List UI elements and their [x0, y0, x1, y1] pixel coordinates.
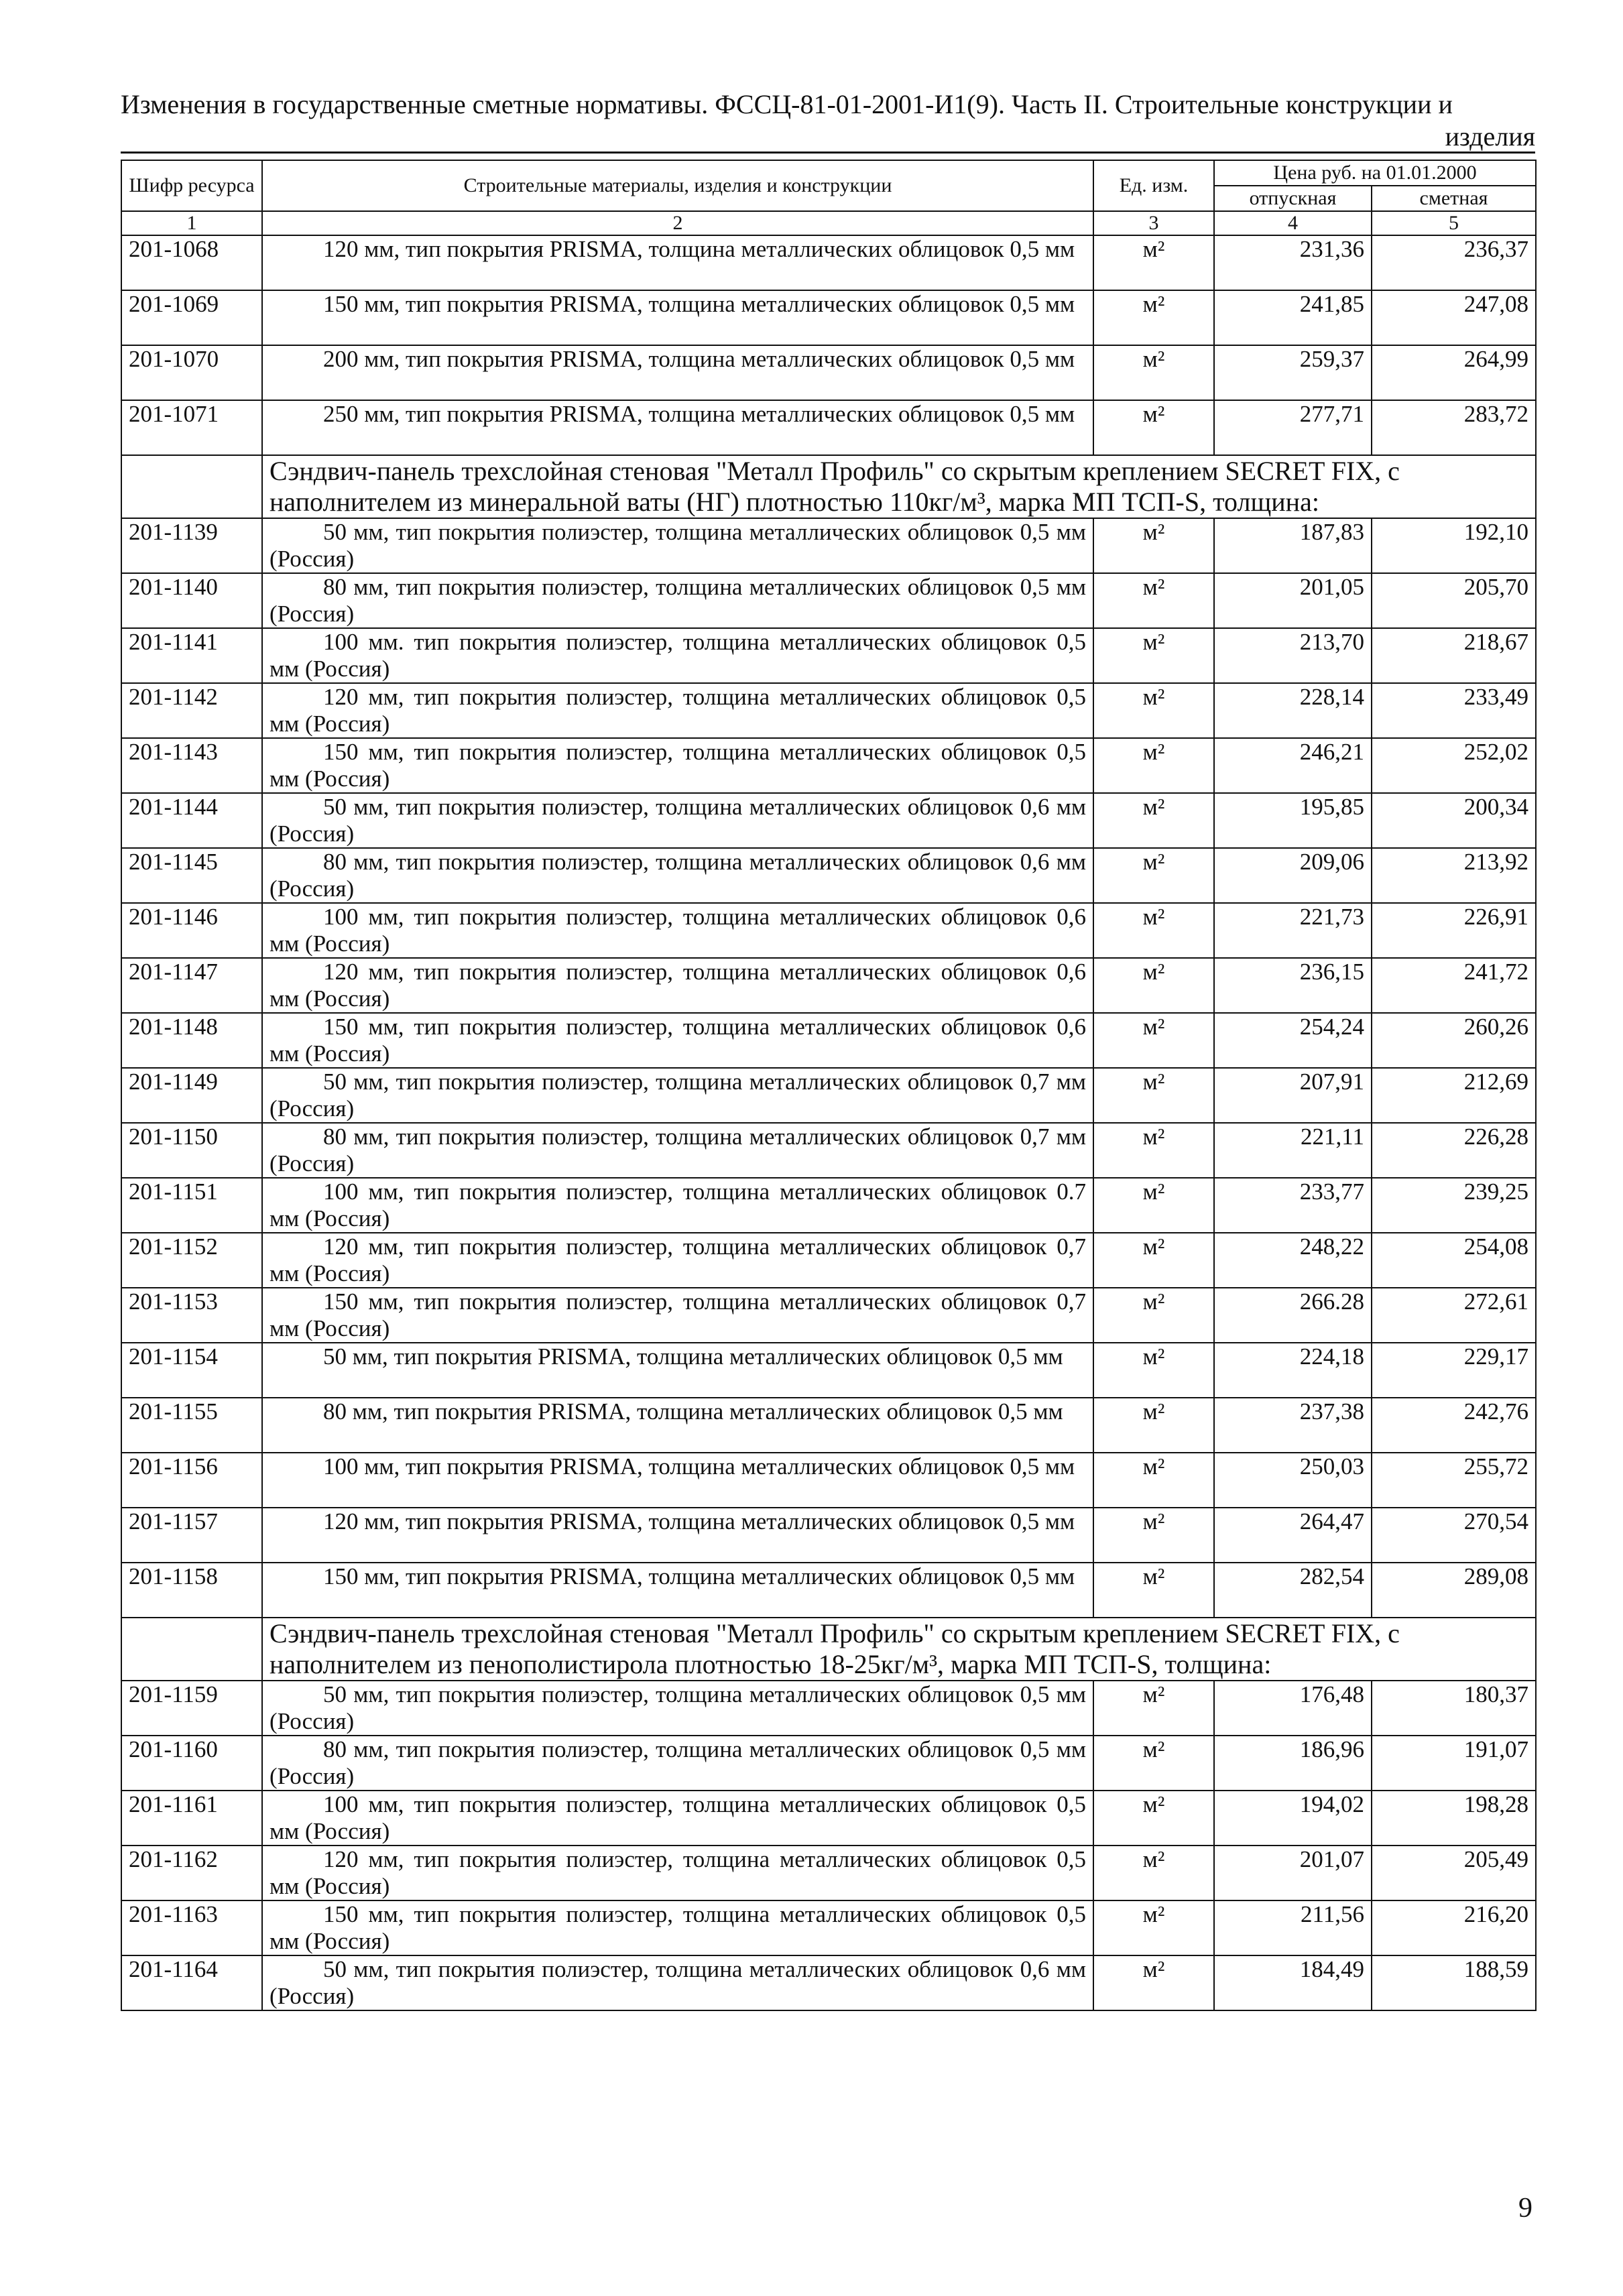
release-price-cell: 176,48 [1214, 1681, 1372, 1736]
release-price-cell: 201,07 [1214, 1846, 1372, 1900]
table-row [121, 1178, 1536, 1233]
unit-cell: м² [1093, 290, 1214, 345]
unit-cell: м² [1093, 1343, 1214, 1398]
resource-code-cell: 201-1150 [121, 1123, 262, 1178]
resource-code-cell: 201-1164 [121, 1955, 262, 2010]
table-row [121, 1955, 1536, 2010]
unit-cell: м² [1093, 1288, 1214, 1343]
resource-code-cell: 201-1147 [121, 958, 262, 1013]
estimate-price-cell: 241,72 [1372, 958, 1536, 1013]
estimate-price-cell: 233,49 [1372, 683, 1536, 738]
release-price-cell: 236,15 [1214, 958, 1372, 1013]
table-row [121, 1013, 1536, 1068]
col-header-release: отпускная [1214, 186, 1372, 211]
estimate-price-cell: 212,69 [1372, 1068, 1536, 1123]
release-price-cell: 186,96 [1214, 1736, 1372, 1791]
unit-cell: м² [1093, 1736, 1214, 1791]
table-row [121, 235, 1536, 290]
estimate-price-cell: 239,25 [1372, 1178, 1536, 1233]
col-number: 3 [1093, 211, 1214, 235]
col-header-unit: Ед. изм. [1093, 160, 1214, 211]
release-price-cell: 194,02 [1214, 1791, 1372, 1846]
price-table [121, 160, 1537, 2011]
release-price-cell: 248,22 [1214, 1233, 1372, 1288]
table-row [121, 1453, 1536, 1508]
material-name-cell: 120 мм, тип покрытия полиэстер, толщина металлических облицовок 0,7 мм (Россия) [262, 1233, 1093, 1288]
material-name-cell: 150 мм, тип покрытия полиэстер, толщина металлических облицовок 0,6 мм (Россия) [262, 1013, 1093, 1068]
resource-code-cell: 201-1159 [121, 1681, 262, 1736]
resource-code-cell: 201-1152 [121, 1233, 262, 1288]
table-row [121, 345, 1536, 400]
material-name-cell: 150 мм, тип покрытия полиэстер, толщина металлических облицовок 0,7 мм (Россия) [262, 1288, 1093, 1343]
resource-code-cell: 201-1162 [121, 1846, 262, 1900]
unit-cell: м² [1093, 848, 1214, 903]
release-price-cell: 221,11 [1214, 1123, 1372, 1178]
release-price-cell: 233,77 [1214, 1178, 1372, 1233]
table-row [121, 1563, 1536, 1618]
table-row [121, 1398, 1536, 1453]
release-price-cell: 237,38 [1214, 1398, 1372, 1453]
table-body [121, 235, 1536, 2010]
unit-cell: м² [1093, 903, 1214, 958]
table-row [121, 1900, 1536, 1955]
col-number: 1 [121, 211, 262, 235]
table-row [121, 628, 1536, 683]
col-header-name: Строительные материалы, изделия и конструкции [262, 160, 1093, 211]
unit-cell: м² [1093, 628, 1214, 683]
material-name-cell: 100 мм, тип покрытия полиэстер, толщина металлических облицовок 0,6 мм (Россия) [262, 903, 1093, 958]
estimate-price-cell: 252,02 [1372, 738, 1536, 793]
release-price-cell: 282,54 [1214, 1563, 1372, 1618]
material-name-cell: 50 мм, тип покрытия PRISMA, толщина металлических облицовок 0,5 мм [262, 1343, 1093, 1398]
resource-code-cell: 201-1144 [121, 793, 262, 848]
estimate-price-cell: 236,37 [1372, 235, 1536, 290]
release-price-cell: 224,18 [1214, 1343, 1372, 1398]
estimate-price-cell: 255,72 [1372, 1453, 1536, 1508]
estimate-price-cell: 272,61 [1372, 1288, 1536, 1343]
unit-cell: м² [1093, 958, 1214, 1013]
material-name-cell: 150 мм, тип покрытия полиэстер, толщина металлических облицовок 0,5 мм (Россия) [262, 1900, 1093, 1955]
section-title: Сэндвич-панель трехслойная стеновая "Металл Профиль" со скрытым креплением SECRET FIX, с наполнителем из минеральной ваты (НГ) плотностью 110кг/м³, марка МП ТСП-S, толщина: [262, 455, 1536, 518]
col-number: 2 [262, 211, 1093, 235]
col-header-estimate: сметная [1372, 186, 1536, 211]
estimate-price-cell: 247,08 [1372, 290, 1536, 345]
estimate-price-cell: 192,10 [1372, 518, 1536, 573]
estimate-price-cell: 242,76 [1372, 1398, 1536, 1453]
section-empty-cell [121, 1618, 262, 1681]
unit-cell: м² [1093, 235, 1214, 290]
unit-cell: м² [1093, 1955, 1214, 2010]
table-row [121, 1846, 1536, 1900]
estimate-price-cell: 198,28 [1372, 1791, 1536, 1846]
page-number: 9 [1518, 2193, 1532, 2224]
material-name-cell: 50 мм, тип покрытия полиэстер, толщина металлических облицовок 0,5 мм (Россия) [262, 1681, 1093, 1736]
resource-code-cell: 201-1153 [121, 1288, 262, 1343]
estimate-price-cell: 213,92 [1372, 848, 1536, 903]
unit-cell: м² [1093, 793, 1214, 848]
unit-cell: м² [1093, 345, 1214, 400]
unit-cell: м² [1093, 1068, 1214, 1123]
material-name-cell: 120 мм, тип покрытия PRISMA, толщина металлических облицовок 0,5 мм [262, 235, 1093, 290]
material-name-cell: 150 мм, тип покрытия PRISMA, толщина металлических облицовок 0,5 мм [262, 1563, 1093, 1618]
release-price-cell: 213,70 [1214, 628, 1372, 683]
material-name-cell: 150 мм, тип покрытия полиэстер, толщина металлических облицовок 0,5 мм (Россия) [262, 738, 1093, 793]
page-header [121, 88, 1535, 153]
resource-code-cell: 201-1151 [121, 1178, 262, 1233]
resource-code-cell: 201-1149 [121, 1068, 262, 1123]
estimate-price-cell: 270,54 [1372, 1508, 1536, 1563]
resource-code-cell: 201-1146 [121, 903, 262, 958]
col-number: 4 [1214, 211, 1372, 235]
col-header-code: Шифр ресурса [121, 160, 262, 211]
section-header-row [121, 455, 1536, 518]
resource-code-cell: 201-1139 [121, 518, 262, 573]
resource-code-cell: 201-1148 [121, 1013, 262, 1068]
release-price-cell: 187,83 [1214, 518, 1372, 573]
material-name-cell: 100 мм. тип покрытия полиэстер, толщина металлических облицовок 0,5 мм (Россия) [262, 628, 1093, 683]
table-row [121, 400, 1536, 455]
estimate-price-cell: 254,08 [1372, 1233, 1536, 1288]
unit-cell: м² [1093, 1453, 1214, 1508]
unit-cell: м² [1093, 1791, 1214, 1846]
header-rule [121, 152, 1535, 154]
release-price-cell: 209,06 [1214, 848, 1372, 903]
release-price-cell: 195,85 [1214, 793, 1372, 848]
table-row [121, 290, 1536, 345]
release-price-cell: 211,56 [1214, 1900, 1372, 1955]
material-name-cell: 120 мм, тип покрытия полиэстер, толщина металлических облицовок 0,5 мм (Россия) [262, 1846, 1093, 1900]
estimate-price-cell: 191,07 [1372, 1736, 1536, 1791]
release-price-cell: 201,05 [1214, 573, 1372, 628]
release-price-cell: 241,85 [1214, 290, 1372, 345]
estimate-price-cell: 283,72 [1372, 400, 1536, 455]
section-empty-cell [121, 455, 262, 518]
unit-cell: м² [1093, 1508, 1214, 1563]
table-row [121, 1343, 1536, 1398]
table-row [121, 738, 1536, 793]
unit-cell: м² [1093, 1398, 1214, 1453]
estimate-price-cell: 289,08 [1372, 1563, 1536, 1618]
material-name-cell: 80 мм, тип покрытия полиэстер, толщина металлических облицовок 0,6 мм (Россия) [262, 848, 1093, 903]
header-line-1: Изменения в государственные сметные нормативы. ФССЦ-81-01-2001-И1(9). Часть II. Строительные конструкции и [121, 89, 1453, 119]
estimate-price-cell: 205,70 [1372, 573, 1536, 628]
release-price-cell: 266.28 [1214, 1288, 1372, 1343]
unit-cell: м² [1093, 1123, 1214, 1178]
col-header-price: Цена руб. на 01.01.2000 [1214, 160, 1536, 186]
unit-cell: м² [1093, 1900, 1214, 1955]
resource-code-cell: 201-1141 [121, 628, 262, 683]
resource-code-cell: 201-1142 [121, 683, 262, 738]
unit-cell: м² [1093, 683, 1214, 738]
material-name-cell: 150 мм, тип покрытия PRISMA, толщина металлических облицовок 0,5 мм [262, 290, 1093, 345]
estimate-price-cell: 205,49 [1372, 1846, 1536, 1900]
table-row [121, 1508, 1536, 1563]
resource-code-cell: 201-1155 [121, 1398, 262, 1453]
estimate-price-cell: 226,28 [1372, 1123, 1536, 1178]
table-row [121, 1791, 1536, 1846]
estimate-price-cell: 264,99 [1372, 345, 1536, 400]
table-row [121, 793, 1536, 848]
release-price-cell: 254,24 [1214, 1013, 1372, 1068]
material-name-cell: 80 мм, тип покрытия полиэстер, толщина металлических облицовок 0,5 мм (Россия) [262, 1736, 1093, 1791]
release-price-cell: 246,21 [1214, 738, 1372, 793]
table-row [121, 848, 1536, 903]
material-name-cell: 100 мм, тип покрытия полиэстер, толщина металлических облицовок 0.7 мм (Россия) [262, 1178, 1093, 1233]
resource-code-cell: 201-1156 [121, 1453, 262, 1508]
material-name-cell: 50 мм, тип покрытия полиэстер, толщина металлических облицовок 0,7 мм (Россия) [262, 1068, 1093, 1123]
estimate-price-cell: 200,34 [1372, 793, 1536, 848]
release-price-cell: 250,03 [1214, 1453, 1372, 1508]
section-title: Сэндвич-панель трехслойная стеновая "Металл Профиль" со скрытым креплением SECRET FIX, с наполнителем из пенополистирола плотностью 18-25кг/м³, марка МП ТСП-S, толщина: [262, 1618, 1536, 1681]
table-row [121, 573, 1536, 628]
estimate-price-cell: 188,59 [1372, 1955, 1536, 2010]
resource-code-cell: 201-1145 [121, 848, 262, 903]
resource-code-cell: 201-1070 [121, 345, 262, 400]
table-row [121, 903, 1536, 958]
table-row [121, 1681, 1536, 1736]
material-name-cell: 80 мм, тип покрытия PRISMA, толщина металлических облицовок 0,5 мм [262, 1398, 1093, 1453]
unit-cell: м² [1093, 1681, 1214, 1736]
material-name-cell: 100 мм, тип покрытия PRISMA, толщина металлических облицовок 0,5 мм [262, 1453, 1093, 1508]
col-number: 5 [1372, 211, 1536, 235]
header-line-2: изделия [1445, 121, 1535, 152]
release-price-cell: 259,37 [1214, 345, 1372, 400]
resource-code-cell: 201-1154 [121, 1343, 262, 1398]
estimate-price-cell: 180,37 [1372, 1681, 1536, 1736]
material-name-cell: 50 мм, тип покрытия полиэстер, толщина металлических облицовок 0,6 мм (Россия) [262, 793, 1093, 848]
unit-cell: м² [1093, 1846, 1214, 1900]
table-row [121, 1233, 1536, 1288]
material-name-cell: 120 мм, тип покрытия PRISMA, толщина металлических облицовок 0,5 мм [262, 1508, 1093, 1563]
release-price-cell: 277,71 [1214, 400, 1372, 455]
resource-code-cell: 201-1158 [121, 1563, 262, 1618]
unit-cell: м² [1093, 400, 1214, 455]
resource-code-cell: 201-1163 [121, 1900, 262, 1955]
material-name-cell: 200 мм, тип покрытия PRISMA, толщина металлических облицовок 0,5 мм [262, 345, 1093, 400]
material-name-cell: 120 мм, тип покрытия полиэстер, толщина металлических облицовок 0,6 мм (Россия) [262, 958, 1093, 1013]
table-row [121, 958, 1536, 1013]
unit-cell: м² [1093, 738, 1214, 793]
release-price-cell: 221,73 [1214, 903, 1372, 958]
table-row [121, 1288, 1536, 1343]
material-name-cell: 80 мм, тип покрытия полиэстер, толщина металлических облицовок 0,7 мм (Россия) [262, 1123, 1093, 1178]
estimate-price-cell: 229,17 [1372, 1343, 1536, 1398]
release-price-cell: 184,49 [1214, 1955, 1372, 2010]
resource-code-cell: 201-1161 [121, 1791, 262, 1846]
release-price-cell: 207,91 [1214, 1068, 1372, 1123]
table-row [121, 1736, 1536, 1791]
header-row-1 [121, 160, 1536, 186]
unit-cell: м² [1093, 518, 1214, 573]
resource-code-cell: 201-1143 [121, 738, 262, 793]
estimate-price-cell: 216,20 [1372, 1900, 1536, 1955]
unit-cell: м² [1093, 573, 1214, 628]
material-name-cell: 100 мм, тип покрытия полиэстер, толщина металлических облицовок 0,5 мм (Россия) [262, 1791, 1093, 1846]
resource-code-cell: 201-1160 [121, 1736, 262, 1791]
resource-code-cell: 201-1157 [121, 1508, 262, 1563]
estimate-price-cell: 226,91 [1372, 903, 1536, 958]
unit-cell: м² [1093, 1233, 1214, 1288]
material-name-cell: 50 мм, тип покрытия полиэстер, толщина металлических облицовок 0,6 мм (Россия) [262, 1955, 1093, 2010]
table-row [121, 1068, 1536, 1123]
estimate-price-cell: 260,26 [1372, 1013, 1536, 1068]
material-name-cell: 250 мм, тип покрытия PRISMA, толщина металлических облицовок 0,5 мм [262, 400, 1093, 455]
resource-code-cell: 201-1071 [121, 400, 262, 455]
material-name-cell: 120 мм, тип покрытия полиэстер, толщина металлических облицовок 0,5 мм (Россия) [262, 683, 1093, 738]
material-name-cell: 50 мм, тип покрытия полиэстер, толщина металлических облицовок 0,5 мм (Россия) [262, 518, 1093, 573]
release-price-cell: 264,47 [1214, 1508, 1372, 1563]
resource-code-cell: 201-1068 [121, 235, 262, 290]
column-number-row [121, 211, 1536, 235]
release-price-cell: 231,36 [1214, 235, 1372, 290]
release-price-cell: 228,14 [1214, 683, 1372, 738]
unit-cell: м² [1093, 1563, 1214, 1618]
estimate-price-cell: 218,67 [1372, 628, 1536, 683]
unit-cell: м² [1093, 1178, 1214, 1233]
table-row [121, 518, 1536, 573]
material-name-cell: 80 мм, тип покрытия полиэстер, толщина металлических облицовок 0,5 мм (Россия) [262, 573, 1093, 628]
unit-cell: м² [1093, 1013, 1214, 1068]
resource-code-cell: 201-1140 [121, 573, 262, 628]
resource-code-cell: 201-1069 [121, 290, 262, 345]
section-header-row [121, 1618, 1536, 1681]
table-row [121, 683, 1536, 738]
table-row [121, 1123, 1536, 1178]
